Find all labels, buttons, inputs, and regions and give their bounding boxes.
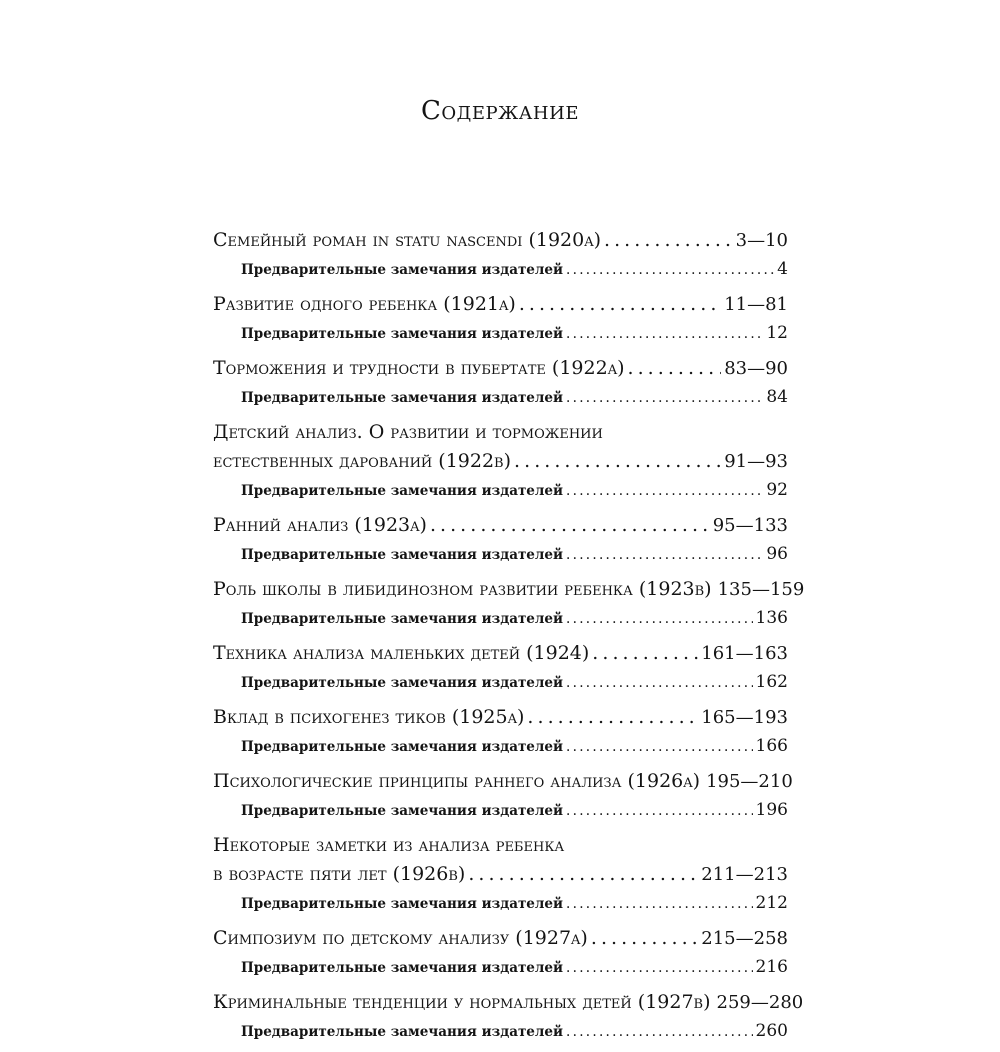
toc-entry-title: Ранний анализ (1923a): [213, 514, 427, 536]
toc-subentry-label: Предварительные замечания издателей: [241, 262, 564, 278]
toc-entry-pages: 3—10: [735, 230, 788, 251]
toc-entry-title: Техника анализа маленьких детей (1924): [213, 642, 590, 664]
toc-subentry-label: Предварительные замечания издателей: [241, 390, 564, 406]
toc-entry-title-row: [213, 703, 788, 732]
toc-entry: [213, 418, 788, 511]
toc-entry-title-row: [213, 354, 788, 383]
toc-subentry-page: 92: [766, 480, 788, 500]
toc-entry-title-row: [213, 767, 793, 796]
dot-leader: [566, 797, 753, 825]
toc-subentry-page: 162: [755, 672, 788, 692]
toc-subentry-page: 136: [755, 608, 788, 628]
toc-subentry-label: Предварительные замечания издателей: [241, 326, 564, 342]
toc-entry: [213, 511, 788, 575]
toc-subentry-label: Предварительные замечания издателей: [241, 960, 564, 976]
toc-entry-pages: 83—90: [724, 358, 788, 379]
dot-leader: [566, 256, 774, 284]
dot-leader: [566, 1018, 753, 1046]
toc-subentry-row: [213, 255, 788, 284]
toc-entry: [213, 924, 788, 988]
toc-entry-pages: 95—133: [712, 515, 788, 536]
toc-entry-title-row: [213, 575, 805, 604]
toc-entry-title: Роль школы в либидинозном развитии ребенка (1923b): [213, 578, 712, 600]
toc-subentry-page: 216: [755, 957, 788, 977]
toc-entry-pages: 259—280: [716, 992, 804, 1013]
toc-entry-title: Развитие одного ребенка (1921a): [213, 293, 516, 315]
toc-entry-title-row: [213, 447, 788, 476]
toc-subentry-page: 4: [777, 259, 788, 279]
toc-entry-title: естественных дарований (1922b): [213, 450, 512, 472]
toc-subentry-label: Предварительные замечания издателей: [241, 675, 564, 691]
toc-subentry-page: 84: [766, 387, 788, 407]
dot-leader: [566, 669, 753, 697]
toc-entry-title: Торможения и трудности в пубертате (1922a): [213, 357, 625, 379]
dot-leader: [604, 226, 733, 255]
dot-leader: [566, 477, 763, 505]
dot-leader: [566, 954, 753, 982]
toc-subentry-label: Предварительные замечания издателей: [241, 611, 564, 627]
dot-leader: [519, 290, 721, 319]
toc-subentry-row: [213, 476, 788, 505]
toc-subentry-row: [213, 953, 788, 982]
toc-subentry-label: Предварительные замечания издателей: [241, 483, 564, 499]
toc-entry-title: Семейный роман in statu nascendi (1920a): [213, 229, 602, 251]
dot-leader: [566, 541, 763, 569]
toc-entry-title: Некоторые заметки из анализа ребенка: [213, 834, 565, 856]
toc-entry-pages: 165—193: [701, 707, 788, 728]
toc-entry-title: Детский анализ. О развитии и торможении: [213, 421, 603, 443]
toc-subentry-row: [213, 540, 788, 569]
toc-subentry-row: [213, 668, 788, 697]
toc-entry-title-row: [213, 511, 788, 540]
toc-entry: [213, 831, 788, 924]
toc-entry: [213, 767, 793, 831]
dot-leader: [566, 384, 763, 412]
toc-entry-pages: 135—159: [717, 579, 805, 600]
toc-subentry-row: [213, 1017, 788, 1046]
toc-entry-title: Психологические принципы раннего анализа (1926a): [213, 770, 701, 792]
dot-leader: [591, 924, 698, 953]
toc-entry-title-row: [213, 924, 788, 953]
toc-subentry-page: 212: [755, 893, 788, 913]
toc-entry-pages: 195—210: [706, 771, 793, 792]
toc-entry-title: Криминальные тенденции у нормальных детей (1927b): [213, 991, 711, 1013]
toc-entry-title: Вклад в психогенез тиков (1925a): [213, 706, 525, 728]
toc-subentry-row: [213, 889, 788, 918]
dot-leader: [628, 354, 722, 383]
toc-subentry-page: 260: [755, 1021, 788, 1041]
toc-subentry-row: [213, 796, 788, 825]
dot-leader: [430, 511, 710, 540]
dot-leader: [566, 733, 753, 761]
dot-leader: [468, 860, 698, 889]
toc-entry-pages: 11—81: [724, 294, 788, 315]
toc-entry-pages: 215—258: [701, 928, 788, 949]
dot-leader: [592, 639, 698, 668]
toc-entry-pages: 91—93: [724, 451, 788, 472]
entry-spacer: [213, 1046, 788, 1052]
toc-entry-title-row: [213, 226, 788, 255]
toc-entry: [213, 639, 788, 703]
toc-entry-pages: 161—163: [701, 643, 788, 664]
toc-subentry-label: Предварительные замечания издателей: [241, 739, 564, 755]
toc-subentry-label: Предварительные замечания издателей: [241, 1024, 564, 1040]
toc-subentry-row: [213, 604, 788, 633]
toc-subentry-page: 196: [755, 800, 788, 820]
toc-subentry-row: [213, 732, 788, 761]
dot-leader: [514, 447, 721, 476]
toc-entry-pages: 211—213: [701, 864, 788, 885]
toc-entry: [213, 988, 804, 1052]
toc-entry-title: Симпозиум по детскому анализу (1927a): [213, 927, 588, 949]
toc-entry-title-row: [213, 639, 788, 668]
toc-subentry-row: [213, 319, 788, 348]
toc-subentry-label: Предварительные замечания издателей: [241, 547, 564, 563]
toc-entry-title-row: [213, 988, 804, 1017]
toc-entry: [213, 290, 788, 354]
toc-entry: [213, 703, 788, 767]
toc-entry-title-row: [213, 290, 788, 319]
toc-subentry-page: 96: [766, 544, 788, 564]
dot-leader: [527, 703, 698, 732]
dot-leader: [566, 320, 763, 348]
toc-subentry-label: Предварительные замечания издателей: [241, 803, 564, 819]
toc-entry-title-row: [213, 860, 788, 889]
toc-subentry-page: 166: [755, 736, 788, 756]
toc-entry: [213, 354, 788, 418]
toc-entry: [213, 575, 805, 639]
toc-subentry-label: Предварительные замечания издателей: [241, 896, 564, 912]
dot-leader: [566, 890, 753, 918]
toc-subentry-page: 12: [766, 323, 788, 343]
page-title: Содержание: [421, 96, 579, 126]
dot-leader: [566, 605, 753, 633]
toc-subentry-row: [213, 383, 788, 412]
toc-entry-title: в возрасте пяти лет (1926b): [213, 863, 466, 885]
table-of-contents: [213, 226, 805, 1052]
toc-entry: [213, 226, 788, 290]
